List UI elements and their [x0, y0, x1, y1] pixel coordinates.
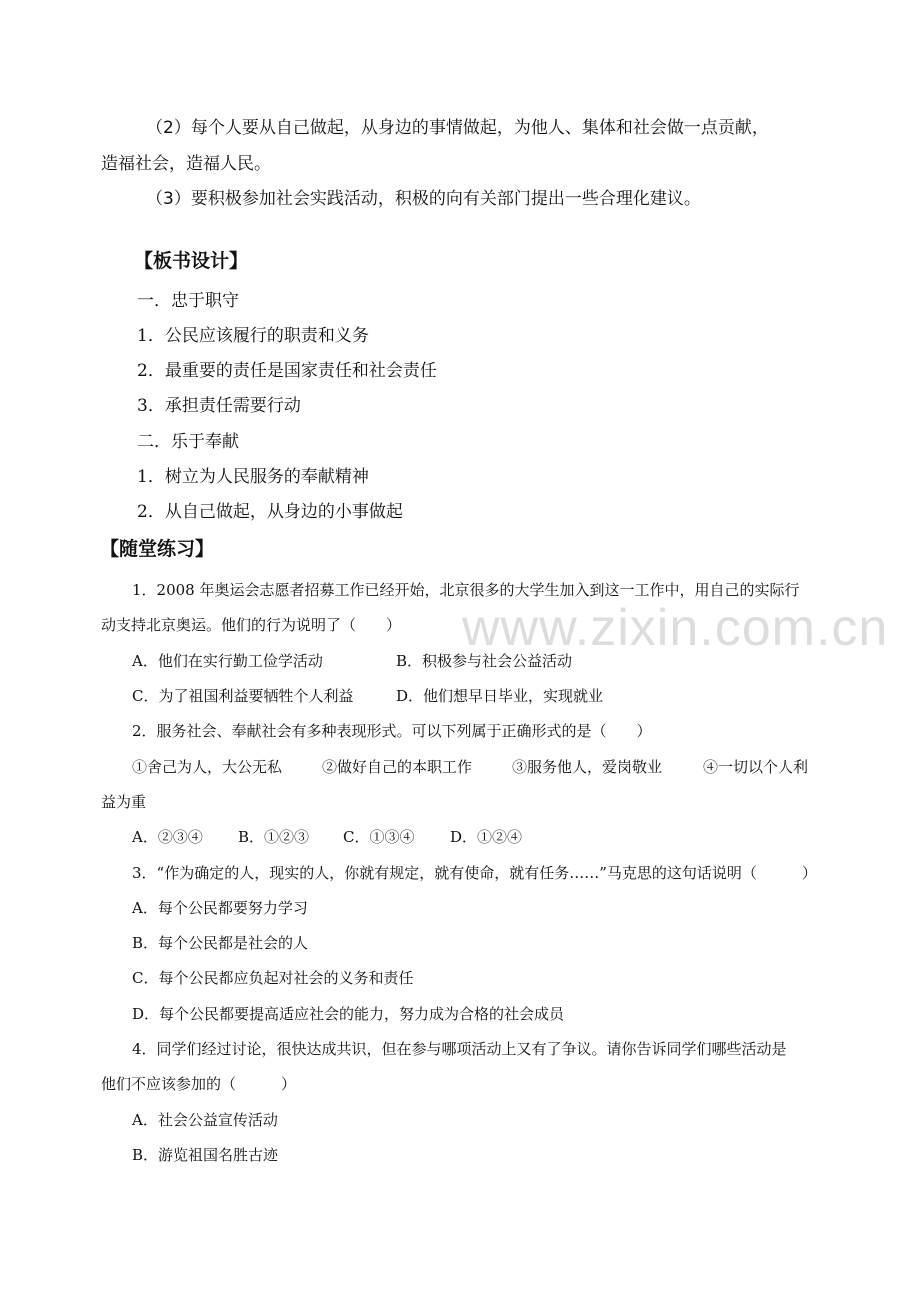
question-3-option-d: D．每个公民都要提高适应社会的能力，努力成为合格的社会成员: [132, 1005, 565, 1023]
question-2-statement-2: ②做好自己的本职工作: [322, 758, 473, 776]
board-item: 1．树立为人民服务的奉献精神: [137, 467, 369, 487]
board-item: 1．公民应该履行的职责和义务: [137, 326, 369, 346]
question-1-line-2: 动支持北京奥运。他们的行为说明了（ ）: [101, 616, 402, 634]
question-2-statement-4: ④一切以个人利: [703, 758, 809, 776]
board-item: 二．乐于奉献: [137, 432, 239, 452]
question-3-option-a: A．每个公民都要努力学习: [132, 899, 308, 917]
question-2-statement-4-cont: 益为重: [101, 793, 147, 811]
question-2-option-c: C．①③④: [343, 828, 415, 846]
question-4-option-b: B．游览祖国名胜古迹: [132, 1146, 279, 1164]
question-1-line-1: 1．2008 年奥运会志愿者招募工作已经开始，北京很多的大学生加入到这一工作中，用自己的实际行: [132, 581, 800, 599]
question-2-statement-1: ①舍己为人，大公无私: [132, 758, 283, 776]
paragraph-2-line-1: （2）每个人要从自己做起，从身边的事情做起，为他人、集体和社会做一点贡献，: [146, 118, 769, 138]
paragraph-2-line-2: 造福社会，造福人民。: [101, 154, 271, 174]
question-2-statement-3: ③服务他人，爱岗敬业: [512, 758, 663, 776]
watermark: www.zixin.com.cn: [462, 599, 889, 657]
board-item: 2．从自己做起，从身边的小事做起: [137, 502, 403, 522]
practice-heading: 【随堂练习】: [100, 538, 215, 560]
board-item: 3．承担责任需要行动: [137, 396, 301, 416]
question-4-option-a: A．社会公益宣传活动: [132, 1111, 278, 1129]
question-2-option-d: D．①②④: [450, 828, 523, 846]
board-item: 一．忠于职守: [137, 291, 239, 311]
question-4-line-2: 他们不应该参加的（ ）: [101, 1075, 297, 1093]
question-3-option-b: B．每个公民都是社会的人: [132, 934, 309, 952]
question-2-stem: 2．服务社会、奉献社会有多种表现形式。可以下列属于正确形式的是（ ）: [132, 722, 652, 740]
question-2-option-b: B．①②③: [238, 828, 310, 846]
question-1-option-d: D．他们想早日毕业，实现就业: [396, 687, 604, 705]
board-item: 2．最重要的责任是国家责任和社会责任: [137, 361, 437, 381]
question-3-option-c: C．每个公民都应负起对社会的义务和责任: [132, 969, 414, 987]
question-1-option-c: C．为了祖国利益要牺牲个人利益: [132, 687, 354, 705]
paragraph-3: （3）要积极参加社会实践活动，积极的向有关部门提出一些合理化建议。: [146, 189, 701, 209]
question-4-line-1: 4．同学们经过讨论，很快达成共识，但在参与哪项活动上又有了争议。请你告诉同学们哪些活动是: [132, 1040, 787, 1058]
question-1-option-a: A．他们在实行勤工俭学活动: [132, 652, 323, 670]
question-2-option-a: A．②③④: [132, 828, 203, 846]
question-1-option-b: B．积极参与社会公益活动: [396, 652, 573, 670]
board-design-heading: 【板书设计】: [134, 250, 249, 272]
question-3-stem: 3．“作为确定的人，现实的人，你就有规定，就有使命，就有任务……”马克思的这句话说明（ ）: [132, 864, 817, 882]
